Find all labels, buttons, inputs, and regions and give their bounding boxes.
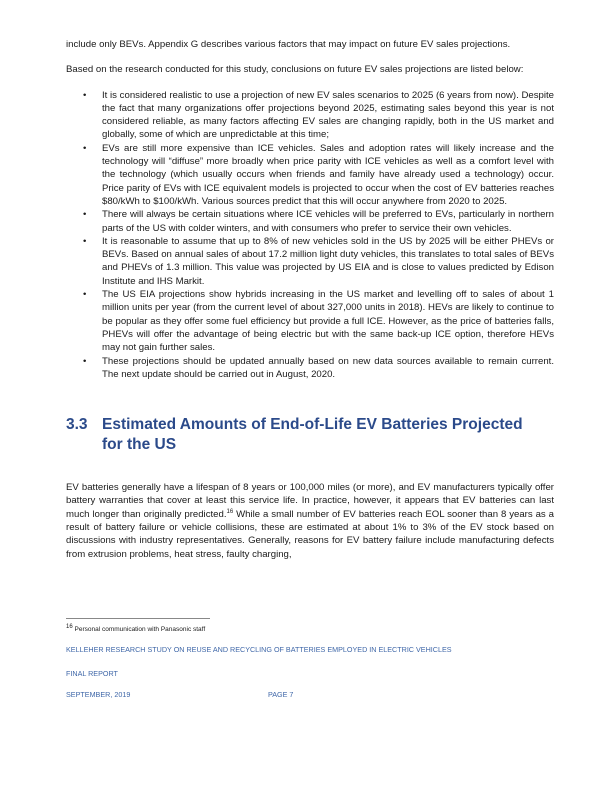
section-number: 3.3	[66, 416, 88, 434]
bullet-icon: •	[83, 142, 87, 154]
intro-paragraph: include only BEVs. Appendix G describes various factors that may impact on future EV sales projections.	[66, 39, 511, 50]
footer-date: SEPTEMBER, 2019	[66, 690, 131, 699]
document-page	[66, 38, 554, 561]
list-item: • These projections should be updated annually based on new data sources available to remain current. The next update should be carried out in August, 2020.	[83, 355, 554, 380]
bullet-icon: •	[83, 235, 87, 247]
bullet-icon: •	[83, 89, 87, 101]
conclusions-list	[66, 89, 554, 382]
footer-title: KELLEHER RESEARCH STUDY ON REUSE AND RECYCLING OF BATTERIES EMPLOYED IN ELECTRIC VEHICLES	[66, 645, 452, 654]
footnote-reference[interactable]: 16	[226, 508, 234, 515]
list-item: • It is reasonable to assume that up to 8% of new vehicles sold in the US by 2025 will be either PHEVs or BEVs. Based on annual sales of about 17.2 million light duty vehicles, this translates to total sales of BEVs and PHEVs of 1.3 million. This value was projected by US EIA and is close to values predicted by Edison Institute and IHS Markit.	[83, 235, 554, 287]
bullet-icon: •	[83, 289, 87, 301]
body-paragraph: EV batteries generally have a lifespan of 8 years or 100,000 miles (or more), and EV manufacturers typically offer battery warranties that cover at least this service life. In practice, however, it appears that EV batteries can last much longer than originally predicted.$^{16}$ While a small number of EV batteries reach EOL sooner than 8 years as a result of battery failure or vehicle collisions, these are estimated at about 1% to 3% of the EV stock based on discussions with industry representatives. Generally, reasons for EV battery failure include manufacturing defects from extrusion problems, heat stress, faulty charging,	[66, 482, 554, 560]
list-item: • There will always be certain situations where ICE vehicles will be preferred to EVs, particularly in northern parts of the US with colder winters, and with consumers who prefer to service their own vehicles.	[83, 209, 554, 234]
section-heading	[66, 415, 554, 455]
footer-report: FINAL REPORT	[66, 669, 118, 678]
list-item: • The US EIA projections show hybrids increasing in the US market and levelling off to sales of about 1 million units per year (from the current level of about 327,000 units in 2018). HEVs are likely to continue to be popular as they offer some fuel efficiency but provide a full ICE. However, as the price of batteries falls, PHEVs will offer the advantage of being electric but with the same back-up ICE option, therefore HEVs may not gain further sales.	[83, 289, 554, 354]
bullet-icon: •	[83, 209, 87, 221]
footnote-divider	[66, 618, 210, 619]
conclusions-intro: Based on the research conducted for this study, conclusions on future EV sales projections are listed below:	[66, 64, 524, 76]
footer-date-row	[66, 690, 294, 699]
list-item: • EVs are still more expensive than ICE vehicles. Sales and adoption rates will likely increase and the technology will “diffuse” more broadly when price parity with ICE vehicles as well as a comfort level with the technology (which usually occurs when friends and family have already used a technology) occur. Price parity of EVs with ICE equivalent models is projected to occur when the cost of EV batteries reaches $80/kWh to $100/kWh. Various sources predict that this will occur anywhere from 2020 to 2025.	[83, 142, 554, 207]
bullet-icon: •	[83, 355, 87, 367]
list-item: • It is considered realistic to use a projection of new EV sales scenarios to 2025 (6 years from now). Despite the fact that many organizations offer projections beyond 2025, estimating sales beyond this year is not considered reliable, as many factors affecting EV sales are changing rapidly, both in the US market and globally, some of which are unpredictable at this time;	[83, 89, 554, 141]
section-title: Estimated Amounts of End-of-Life EV Batteries Projected for the US	[102, 416, 523, 454]
page-number: PAGE 7	[268, 690, 294, 699]
footnote: $^{16}$ Personal communication with Panasonic staff	[66, 623, 206, 633]
